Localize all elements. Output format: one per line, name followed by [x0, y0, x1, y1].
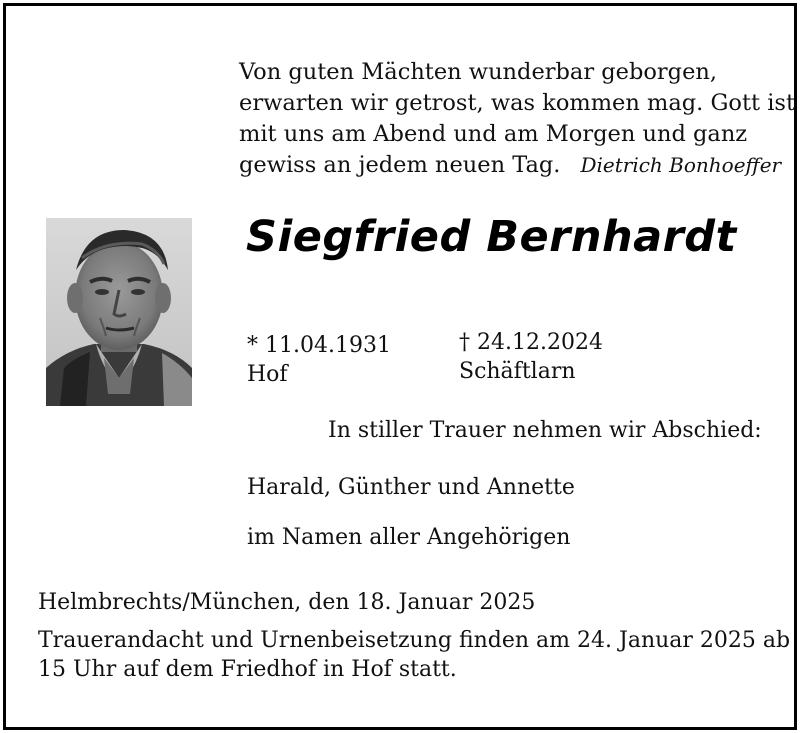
portrait-photo	[46, 218, 192, 406]
quote-line: gewiss an jedem neuen Tag.	[239, 152, 561, 178]
quote-line: Von guten Mächten wunderbar geborgen,	[239, 59, 718, 85]
death-block	[459, 328, 603, 386]
quote-block	[239, 57, 795, 181]
birth-block	[247, 331, 391, 389]
relatives-line: im Namen aller Angehörigen	[247, 525, 571, 550]
family-names: Harald, Günther und Annette	[247, 475, 575, 500]
service-line: Trauerandacht und Urnenbeisetzung finden am 24. Januar 2025 ab	[38, 628, 791, 653]
birth-place: Hof	[247, 362, 288, 387]
mourning-intro: In stiller Trauer nehmen wir Abschied:	[328, 418, 762, 443]
quote-line: erwarten wir getrost, was kommen mag. Gott ist	[239, 90, 795, 116]
death-date: † 24.12.2024	[459, 330, 603, 355]
quote-line: mit uns am Abend und am Morgen und ganz	[239, 121, 748, 147]
death-place: Schäftlarn	[459, 359, 576, 384]
service-line: 15 Uhr auf dem Friedhof in Hof statt.	[38, 657, 457, 682]
place-and-date: Helmbrechts/München, den 18. Januar 2025	[38, 590, 536, 615]
service-info	[38, 626, 790, 684]
quote-author: Dietrich Bonhoeffer	[580, 153, 782, 177]
quote-line-last	[239, 150, 795, 181]
deceased-name: Siegfried Bernhardt	[246, 212, 737, 262]
birth-date: * 11.04.1931	[247, 333, 391, 358]
portrait-image	[46, 218, 192, 406]
